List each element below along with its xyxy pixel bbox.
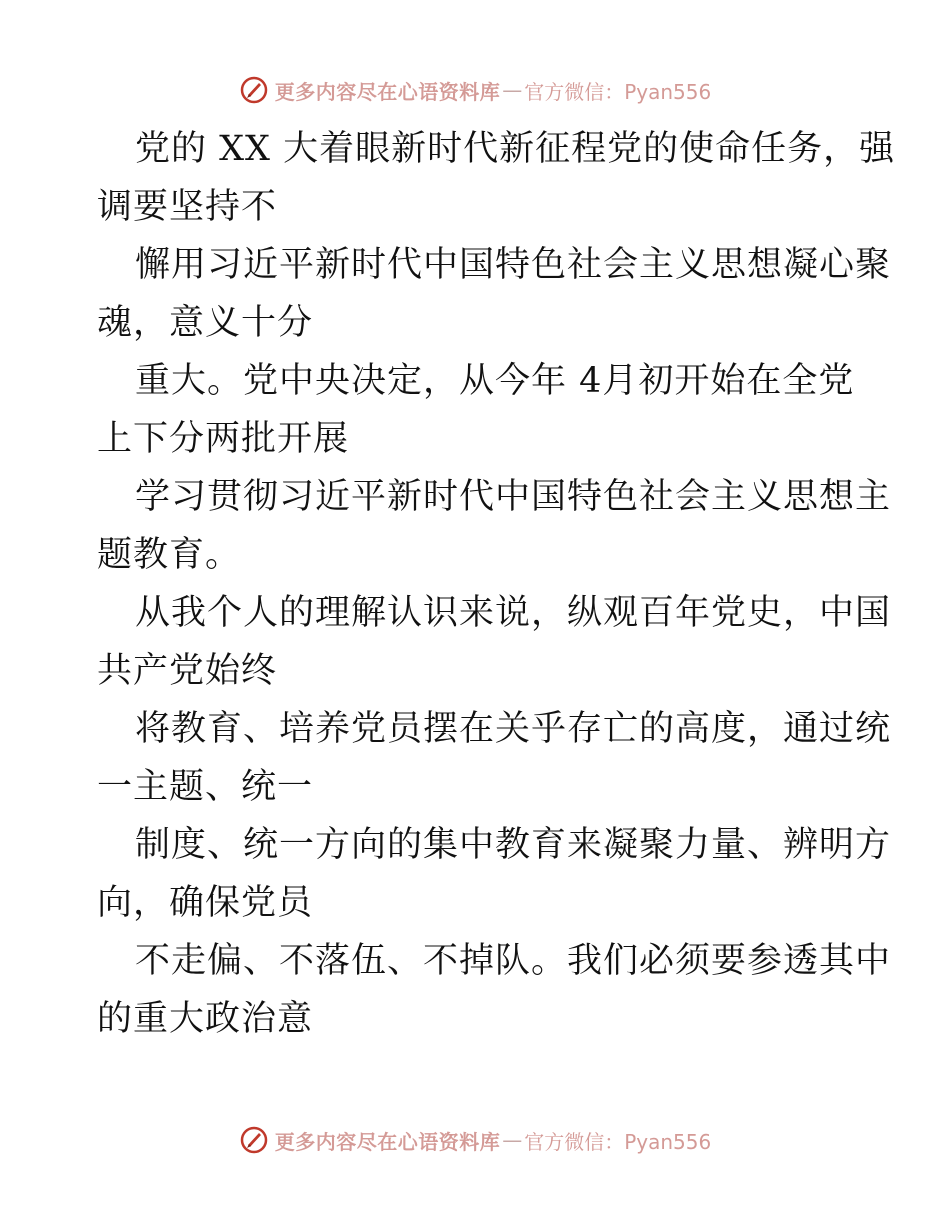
- paragraph: [97, 236, 892, 352]
- header-banner: [0, 70, 950, 110]
- paragraph-line: 的重大政治意: [97, 999, 314, 1039]
- paragraph-line: 共产党始终: [97, 651, 278, 691]
- paragraph-line: 学习贯彻习近平新时代中国特色社会主义思想主: [135, 477, 892, 517]
- banner-dash: —: [502, 1128, 523, 1152]
- paragraph: [97, 932, 892, 1048]
- paragraph-line: 调要坚持不: [97, 187, 278, 227]
- paragraph-line: 题教育。: [97, 535, 242, 575]
- paragraph-line: 懈用习近平新时代中国特色社会主义思想凝心聚: [135, 245, 892, 285]
- banner-brand-text: 更多内容尽在心语资料库: [274, 79, 501, 104]
- paragraph-line: 魂，意义十分: [97, 303, 314, 343]
- paragraph-line: 向，确保党员: [97, 883, 314, 923]
- quill-pen-logo-icon: [239, 75, 269, 105]
- paragraph-line: 党的 XX 大着眼新时代新征程党的使命任务，强: [135, 129, 896, 169]
- paragraph-line: 从我个人的理解认识来说，纵观百年党史，中国: [135, 593, 892, 633]
- paragraph: [97, 120, 896, 236]
- footer-banner: [0, 1120, 950, 1160]
- paragraph-line: 将教育、培养党员摆在关乎存亡的高度，通过统: [135, 709, 892, 749]
- banner-wechat-text: 官方微信：Pyan556: [524, 79, 712, 104]
- banner-dash: —: [502, 78, 523, 102]
- paragraph-line: 上下分两批开展: [97, 419, 350, 459]
- document-body: [97, 120, 896, 1048]
- paragraph-line: 制度、统一方向的集中教育来凝聚力量、辨明方: [135, 825, 892, 865]
- paragraph: [97, 816, 892, 932]
- paragraph: [97, 584, 892, 700]
- quill-pen-logo-icon: [239, 1125, 269, 1155]
- paragraph-line: 一主题、统一: [97, 767, 314, 807]
- paragraph: [97, 700, 892, 816]
- paragraph-line: 重大。党中央决定，从今年 4月初开始在全党: [135, 361, 855, 401]
- paragraph-line: 不走偏、不落伍、不掉队。我们必须要参透其中: [135, 941, 892, 981]
- paragraph: [97, 468, 892, 584]
- banner-wechat-text: 官方微信：Pyan556: [524, 1129, 712, 1154]
- banner-brand-text: 更多内容尽在心语资料库: [274, 1129, 501, 1154]
- paragraph: [97, 352, 857, 468]
